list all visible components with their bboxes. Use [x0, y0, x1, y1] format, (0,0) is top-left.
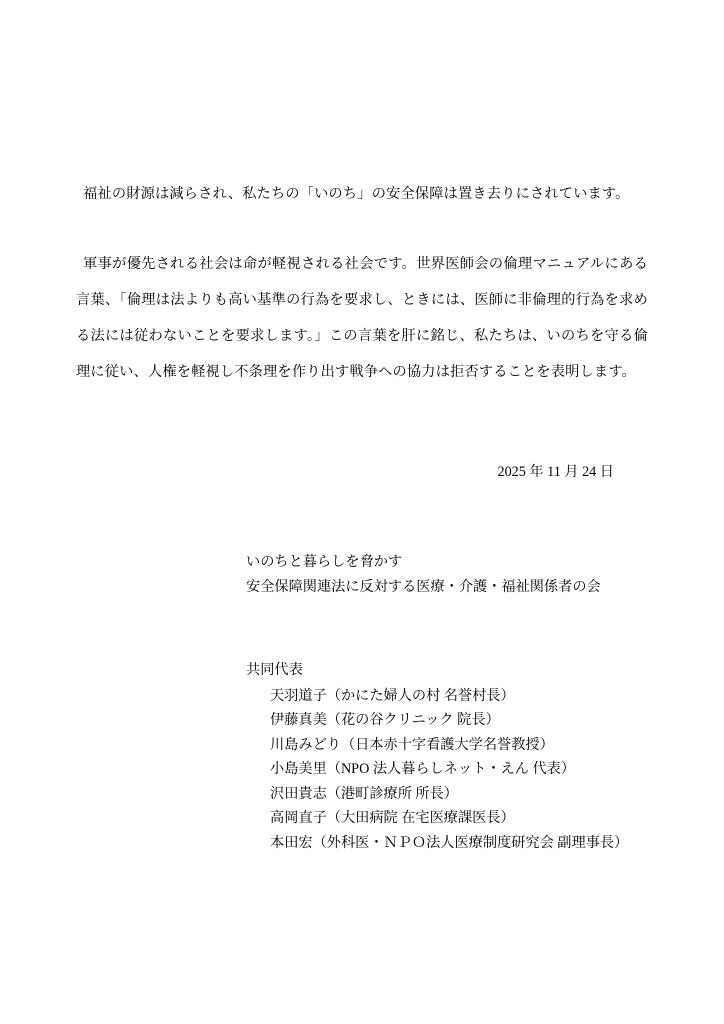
representatives-block — [246, 658, 648, 855]
document-date: 2025 年 11 月 24 日 — [497, 464, 614, 480]
list-item: 天羽道子（かにた婦人の村 名誉村長） — [270, 687, 515, 704]
organization-line-2: 安全保障関連法に反対する医療・介護・福祉関係者の会 — [246, 579, 601, 595]
list-item: 小島美里（NPO 法人暮らしネット・えん 代表） — [270, 761, 576, 777]
list-item: 伊藤真美（花の谷クリニック 院長） — [270, 712, 500, 728]
representatives-list — [246, 684, 648, 856]
organization-line-1: いのちと暮らしを脅かす — [246, 554, 403, 570]
list-item: 本田宏（外科医・ＮＰＯ法人医療制度研究会 副理事長） — [270, 834, 629, 851]
representatives-title: 共同代表 — [246, 662, 303, 678]
list-item: 川島みどり（日本赤十字看護大学名誉教授） — [270, 736, 554, 753]
paragraph-1: 福祉の財源は減らされ、私たちの「いのち」の安全保障は置き去りにされています。 — [83, 186, 630, 202]
paragraph-2: 軍事が優先される社会は命が軽視される社会です。世界医師会の倫理マニュアルにある言葉、「倫理は法よりも高い基準の行為を要求し、ときには、医師に非倫理的行為を求める法には従わないことを要求します。」この言葉を肝に銘じ、私たちは、いのちを守る倫理に従い、人権を軽視し不条理を作り出す戦争への協力は拒否することを表明します。 — [76, 256, 648, 380]
organization-block — [246, 550, 648, 600]
document-body — [76, 176, 648, 855]
list-item: 高岡直子（大田病院 在宅医療課医長） — [270, 810, 515, 826]
list-item: 沢田貴志（港町診療所 所長） — [270, 785, 458, 802]
